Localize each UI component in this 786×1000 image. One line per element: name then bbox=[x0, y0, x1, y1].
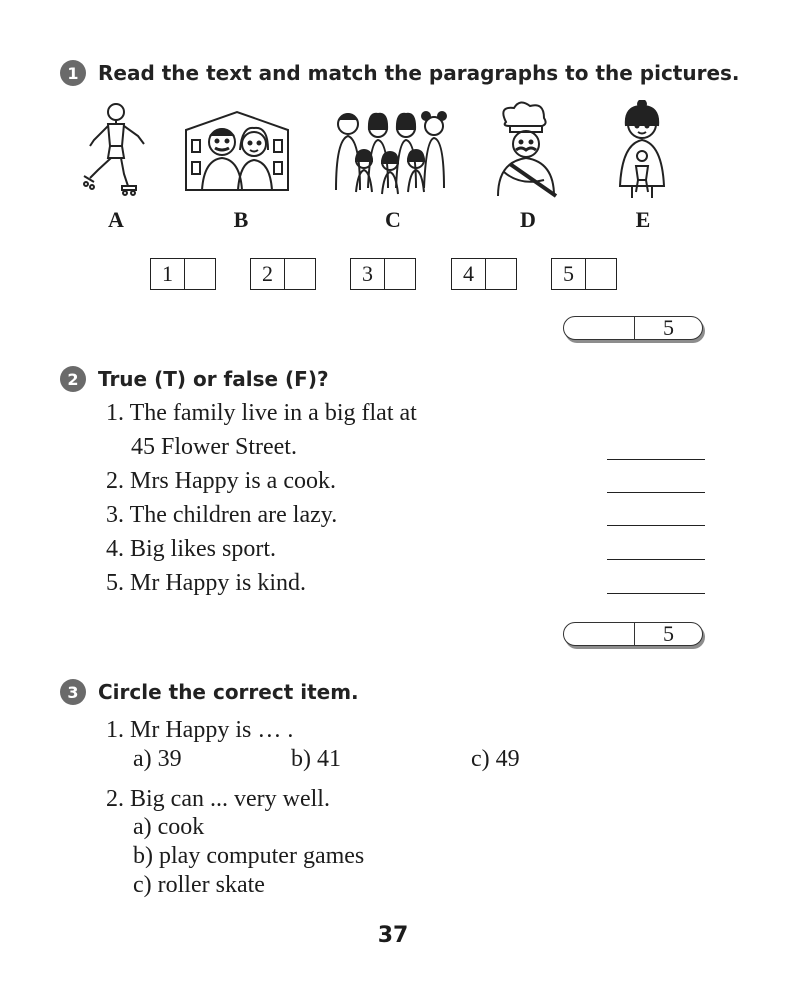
exercise-3-heading bbox=[60, 679, 359, 705]
exercise-instruction: Circle the correct item. bbox=[98, 680, 359, 704]
answer-line[interactable] bbox=[607, 525, 705, 526]
children-group-icon bbox=[330, 100, 448, 200]
exercise-number-badge: 3 bbox=[60, 679, 86, 705]
score-total: 5 bbox=[663, 315, 674, 340]
option-a[interactable]: a) cook bbox=[133, 814, 205, 840]
picture-label: D bbox=[520, 207, 536, 232]
paragraph-number: 3 bbox=[351, 259, 385, 289]
statement-4: 4. Big likes sport. bbox=[106, 536, 277, 562]
picture-label: E bbox=[635, 207, 651, 232]
exercise-number-badge: 1 bbox=[60, 60, 86, 86]
option-b[interactable]: b) 41 bbox=[291, 746, 341, 772]
answer-slot[interactable] bbox=[185, 259, 215, 289]
roller-skater-boy-icon bbox=[80, 100, 150, 200]
match-box[interactable] bbox=[250, 258, 316, 290]
statement-3: 3. The children are lazy. bbox=[106, 502, 338, 528]
paragraph-number: 1 bbox=[151, 259, 185, 289]
chef-with-rolling-pin-icon bbox=[490, 100, 562, 200]
exercise-instruction: Read the text and match the paragraphs to the pictures. bbox=[98, 61, 740, 85]
score-box bbox=[563, 622, 703, 646]
question-2: 2. Big can ... very well. bbox=[106, 786, 330, 812]
answer-slot[interactable] bbox=[486, 259, 516, 289]
score-input[interactable] bbox=[564, 623, 635, 645]
score-input[interactable] bbox=[564, 317, 635, 339]
option-c[interactable]: c) 49 bbox=[471, 746, 520, 772]
picture-label: B bbox=[233, 207, 249, 232]
parents-house-icon bbox=[182, 100, 292, 200]
girl-with-doll-icon bbox=[612, 100, 672, 200]
exercise-2-heading bbox=[60, 366, 329, 392]
score-box bbox=[563, 316, 703, 340]
question-1: 1. Mr Happy is … . bbox=[106, 717, 294, 743]
exercise-number-badge: 2 bbox=[60, 366, 86, 392]
match-box[interactable] bbox=[350, 258, 416, 290]
answer-line[interactable] bbox=[607, 593, 705, 594]
statement-1-line-2: 45 Flower Street. bbox=[131, 434, 297, 460]
score-total: 5 bbox=[663, 621, 674, 646]
option-a[interactable]: a) 39 bbox=[133, 746, 182, 772]
exercise-1-heading bbox=[60, 60, 740, 86]
statement-5: 5. Mr Happy is kind. bbox=[106, 570, 306, 596]
option-b[interactable]: b) play computer games bbox=[133, 843, 365, 869]
match-box[interactable] bbox=[451, 258, 517, 290]
answer-slot[interactable] bbox=[385, 259, 415, 289]
answer-slot[interactable] bbox=[285, 259, 315, 289]
picture-label: C bbox=[385, 207, 401, 232]
paragraph-number: 5 bbox=[552, 259, 586, 289]
option-c[interactable]: c) roller skate bbox=[133, 872, 265, 898]
statement-1-line-1: 1. The family live in a big flat at bbox=[106, 400, 417, 426]
picture-label: A bbox=[108, 207, 124, 232]
answer-line[interactable] bbox=[607, 492, 705, 493]
page-number: 37 bbox=[377, 923, 409, 948]
paragraph-number: 4 bbox=[452, 259, 486, 289]
answer-slot[interactable] bbox=[586, 259, 616, 289]
match-box[interactable] bbox=[551, 258, 617, 290]
match-box[interactable] bbox=[150, 258, 216, 290]
exercise-instruction: True (T) or false (F)? bbox=[98, 367, 329, 391]
statement-2: 2. Mrs Happy is a cook. bbox=[106, 468, 336, 494]
answer-line[interactable] bbox=[607, 459, 705, 460]
answer-line[interactable] bbox=[607, 559, 705, 560]
paragraph-number: 2 bbox=[251, 259, 285, 289]
